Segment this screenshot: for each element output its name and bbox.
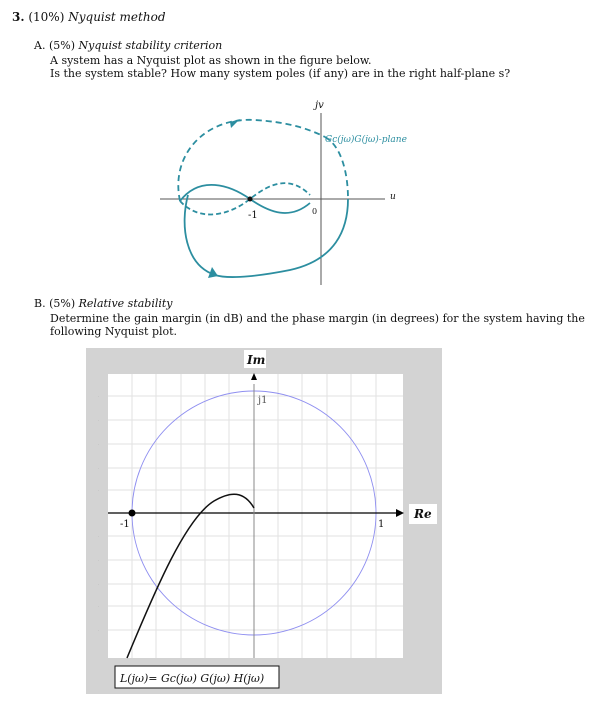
- svg-text:·: ·: [98, 628, 100, 633]
- plane-label: Gc(jω)G(jω)-plane: [325, 135, 407, 145]
- nyquist-curve-dashed-upper: [178, 120, 325, 201]
- nyquist-figure-b: [86, 348, 442, 694]
- part-a-weight: (5%): [48, 39, 75, 52]
- nyquist-curve-dashed-right: [325, 137, 348, 199]
- svg-text:·: ·: [98, 466, 100, 471]
- part-a-label: A.: [34, 39, 46, 52]
- svg-text:·: ·: [98, 604, 100, 609]
- svg-text:·: ·: [98, 534, 100, 539]
- part-a-heading: [34, 39, 222, 52]
- svg-text:·: ·: [98, 442, 100, 447]
- axis-jv-label: jv: [315, 100, 324, 111]
- part-b-heading: [34, 297, 173, 310]
- svg-text:·: ·: [98, 488, 100, 493]
- minus-one-label: -1: [248, 210, 258, 221]
- svg-text:·: ·: [98, 582, 100, 587]
- question-title: Nyquist method: [68, 10, 166, 24]
- part-b-label: B.: [34, 297, 46, 310]
- plot-area: [108, 374, 403, 658]
- axis-u-label: u: [390, 192, 396, 202]
- nyquist-curve-solid: [185, 195, 348, 277]
- part-a-title: Nyquist stability criterion: [78, 39, 223, 52]
- svg-text:·: ·: [98, 418, 100, 423]
- part-b-title: Relative stability: [78, 297, 173, 310]
- arrow-upper: [230, 119, 240, 128]
- minus-one-point: [248, 197, 253, 202]
- question-number: 3.: [12, 10, 25, 24]
- re-label: Re: [414, 507, 432, 521]
- nyquist-figure-a: [160, 95, 420, 295]
- loop-equation: L(jω)= Gc(jω) G(jω) H(jω): [120, 672, 265, 685]
- part-a-text-2: Is the system stable? How many system poles (if any) are in the right half-plane s?: [50, 67, 511, 80]
- question-weight: (10%): [28, 10, 65, 24]
- j1-label: j1: [258, 395, 268, 406]
- part-b-text-1: Determine the gain margin (in dB) and the phase margin (in degrees) for the system having the: [50, 312, 585, 325]
- one-label: 1: [378, 519, 385, 530]
- part-b-weight: (5%): [49, 297, 76, 310]
- origin-label: 0: [312, 207, 318, 216]
- part-a-text-1: A system has a Nyquist plot as shown in the figure below.: [50, 54, 372, 67]
- minus-one-dot: [129, 510, 136, 517]
- svg-text:·: ·: [98, 394, 100, 399]
- minus-one-label-b: -1: [120, 519, 130, 530]
- im-label: Im: [247, 353, 266, 367]
- question-heading: [12, 10, 166, 24]
- part-b-text-2: following Nyquist plot.: [50, 325, 178, 338]
- svg-text:·: ·: [98, 558, 100, 563]
